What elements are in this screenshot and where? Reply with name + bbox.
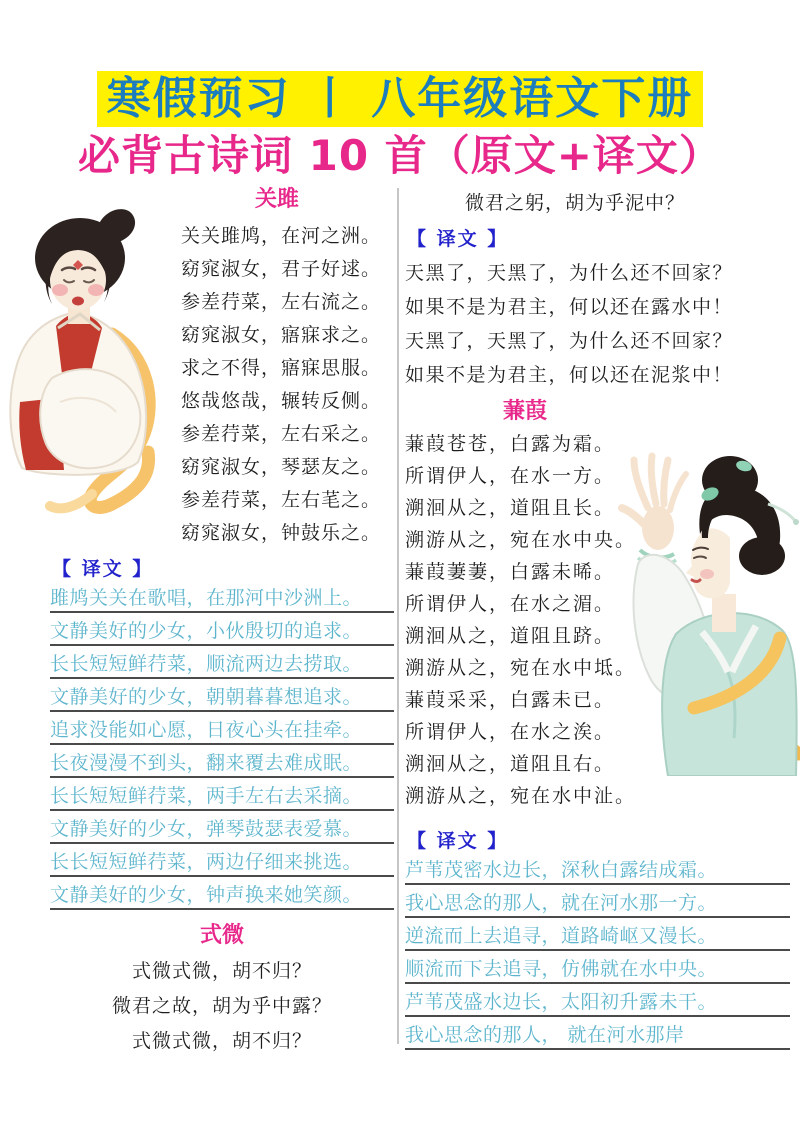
translation-label-shiwei: 【 译文 】 (407, 228, 509, 250)
poem-line: 溯游从之，宛在水中坻。 (405, 657, 637, 679)
translation-line: 逆流而上去追寻，道路崎岖又漫长。 (405, 924, 790, 951)
poem-line: 参差荇菜，左右采之。 (180, 423, 381, 445)
poem-guanju (168, 220, 394, 550)
translation-line: 长长短短鲜荇菜，两边仔细来挑选。 (50, 850, 394, 877)
translation-line: 文静美好的少女，钟声换来她笑颜。 (50, 883, 394, 910)
page-subtitle: 必背古诗词 10 首（原文+译文） (78, 131, 722, 180)
poem-line: 窈窕淑女，寤寐求之。 (180, 324, 381, 346)
translation-line: 文静美好的少女，弹琴鼓瑟表爱慕。 (50, 817, 394, 844)
poem-line: 蒹葭苍苍，白露为霜。 (405, 433, 616, 455)
poem-title-jianjia: 蒹葭 (502, 399, 547, 424)
translation-line: 长长短短鲜荇菜，顺流两边去捞取。 (50, 652, 394, 679)
translation-line: 长长短短鲜荇菜，两手左右去采摘。 (50, 784, 394, 811)
translation-label-jianjia: 【 译文 】 (407, 830, 509, 852)
poem-line: 窈窕淑女，君子好逑。 (180, 258, 381, 280)
translation-line: 追求没能如心愿，日夜心头在挂牵。 (50, 718, 394, 745)
poem-line: 所谓伊人，在水之湄。 (405, 593, 616, 615)
translation-line: 长夜漫漫不到头，翻来覆去难成眠。 (50, 751, 394, 778)
poem-line: 关关雎鸠，在河之洲。 (180, 225, 381, 247)
poem-line: 蒹葭采采，白露未已。 (405, 689, 616, 711)
poem-shiwei-last-line: 微君之躬，胡为乎泥中？ (464, 192, 685, 214)
left-column (50, 186, 394, 1059)
page-title (0, 71, 800, 127)
translation-line: 天黑了，天黑了，为什么还不回家？ (405, 330, 734, 352)
translation-shiwei (405, 256, 790, 392)
column-divider (397, 188, 399, 1044)
poem-line: 求之不得，寤寐思服。 (180, 357, 381, 379)
poem-title-shiwei: 式微 (199, 923, 244, 948)
poem-shiwei (50, 954, 394, 1059)
poem-line: 所谓伊人，在水之涘。 (405, 721, 616, 743)
poem-jianjia (405, 428, 790, 812)
poem-line: 式微式微，胡不归？ (131, 1030, 312, 1052)
translation-line: 雎鸠关关在歌唱，在那河中沙洲上。 (50, 586, 394, 613)
translation-line: 如果不是为君主，何以还在泥浆中！ (405, 364, 734, 386)
poem-line: 溯洄从之，道阻且右。 (405, 753, 616, 775)
translation-line: 芦苇茂密水边长，深秋白露结成霜。 (405, 858, 790, 885)
poem-line: 蒹葭萋萋，白露未晞。 (405, 561, 616, 583)
translation-line: 我心思念的那人，就在河水那一方。 (405, 891, 790, 918)
translation-line: 芦苇茂盛水边长，太阳初升露未干。 (405, 990, 790, 1017)
poem-line: 式微式微，胡不归？ (131, 960, 312, 982)
poem-line: 所谓伊人，在水一方。 (405, 465, 616, 487)
translation-label-guanju: 【 译文 】 (52, 558, 154, 580)
poem-line: 溯洄从之，道阻且长。 (405, 497, 616, 519)
poem-line: 溯游从之，宛在水中沚。 (405, 785, 637, 807)
translation-line: 文静美好的少女，朝朝暮暮想追求。 (50, 685, 394, 712)
poem-line: 参差荇菜，左右流之。 (180, 291, 381, 313)
translation-guanju (50, 586, 394, 910)
translation-line: 天黑了，天黑了，为什么还不回家？ (405, 262, 734, 284)
poem-line: 悠哉悠哉，辗转反侧。 (180, 390, 381, 412)
translation-line: 如果不是为君主，何以还在露水中！ (405, 296, 734, 318)
page-title-highlight: 寒假预习 丨 八年级语文下册 (97, 71, 704, 127)
poem-line: 溯洄从之，道阻且跻。 (405, 625, 616, 647)
poem-line: 窈窕淑女，琴瑟友之。 (180, 456, 381, 478)
poem-line: 参差荇菜，左右芼之。 (180, 489, 381, 511)
translation-line: 文静美好的少女，小伙殷切的追求。 (50, 619, 394, 646)
poem-line: 窈窕淑女，钟鼓乐之。 (180, 522, 381, 544)
translation-line: 我心思念的那人， 就在河水那岸 (405, 1023, 790, 1050)
poem-title-guanju: 关雎 (254, 187, 299, 212)
right-column (405, 186, 790, 1056)
translation-jianjia (405, 858, 790, 1050)
poem-line: 微君之故，胡为乎中露？ (111, 995, 332, 1017)
poem-line: 溯游从之，宛在水中央。 (405, 529, 637, 551)
translation-line: 顺流而下去追寻，仿佛就在水中央。 (405, 957, 790, 984)
